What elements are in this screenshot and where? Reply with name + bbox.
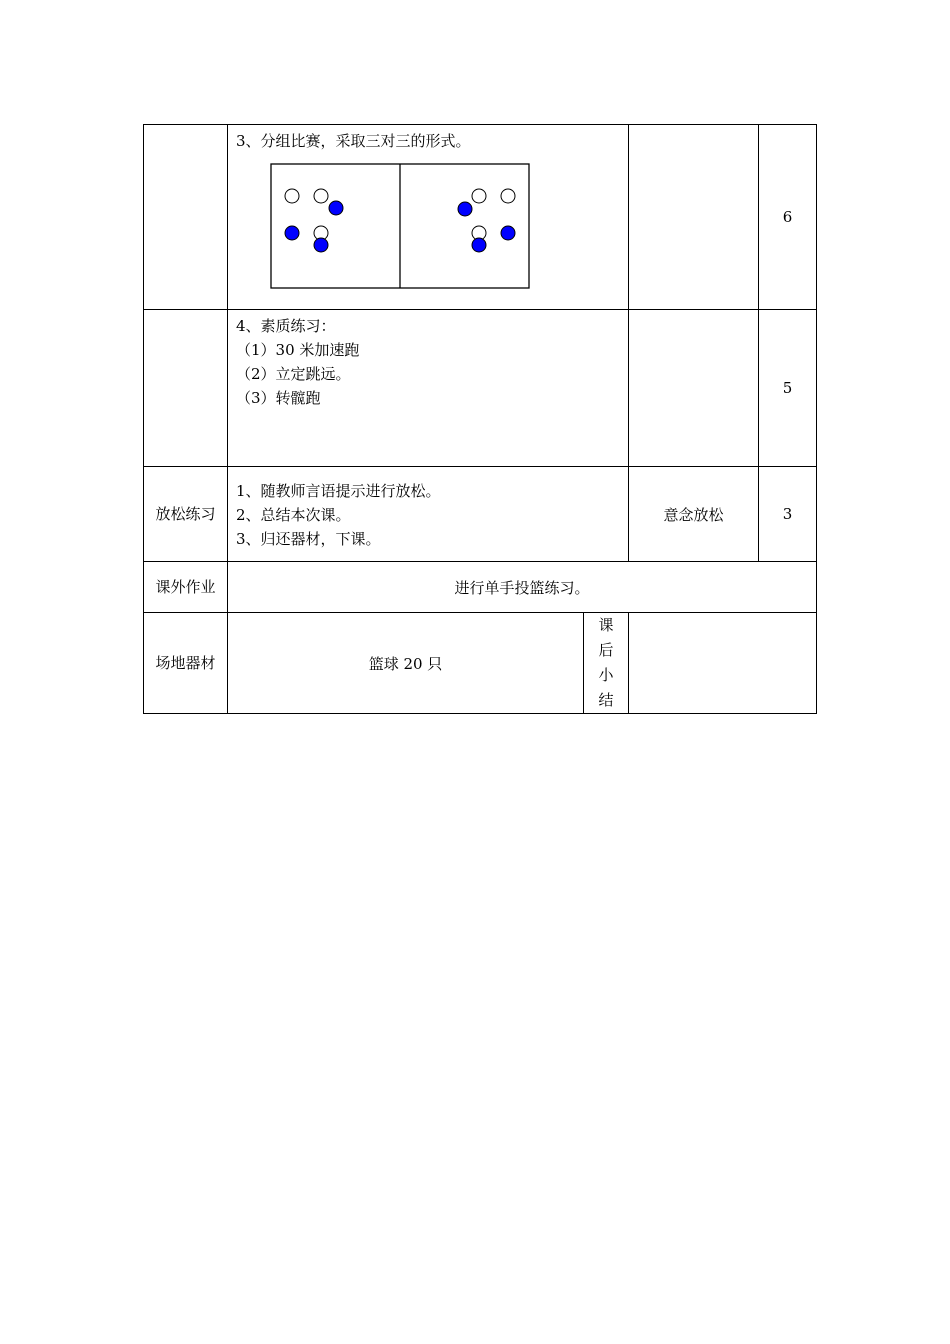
relax-time: 3: [759, 467, 817, 562]
fitness-time: 5: [759, 310, 817, 467]
homework-section-label: 课外作业: [144, 562, 228, 613]
fitness-method: [629, 310, 759, 467]
player-marker-blue: [458, 202, 472, 216]
relax-section-label: 放松练习: [144, 467, 228, 562]
venue-row: [144, 613, 817, 714]
summary-content: [629, 613, 817, 714]
venue-text: 篮球 20 只: [228, 613, 584, 714]
player-marker-white: [285, 189, 299, 203]
summary-label: 课后小结: [584, 613, 629, 714]
relax-content-cell: [228, 467, 629, 562]
player-marker-blue: [329, 201, 343, 215]
relax-row: [144, 467, 817, 562]
venue-section-label: 场地器材: [144, 613, 228, 714]
lesson-plan-table: [143, 124, 817, 714]
player-marker-blue: [285, 226, 299, 240]
fitness-line-4: （3）转髋跑: [236, 389, 321, 407]
player-marker-blue: [314, 238, 328, 252]
match-section-label: [144, 125, 228, 310]
court-diagram: [270, 163, 532, 291]
match-content-cell: [228, 125, 629, 310]
player-marker-white: [501, 189, 515, 203]
match-time: 6: [759, 125, 817, 310]
fitness-row: [144, 310, 817, 467]
player-marker-white: [314, 189, 328, 203]
homework-text: 进行单手投篮练习。: [228, 562, 817, 613]
match-method: [629, 125, 759, 310]
homework-row: [144, 562, 817, 613]
relax-line-2: 2、总结本次课。: [236, 506, 351, 524]
player-marker-blue: [501, 226, 515, 240]
relax-method: 意念放松: [629, 467, 759, 562]
match-text: 3、分组比赛，采取三对三的形式。: [236, 132, 471, 150]
relax-line-3: 3、归还器材，下课。: [236, 530, 381, 548]
fitness-line-2: （1）30 米加速跑: [236, 341, 360, 359]
player-marker-white: [472, 189, 486, 203]
fitness-line-3: （2）立定跳远。: [236, 365, 351, 383]
match-row: [144, 125, 817, 310]
fitness-content-cell: [228, 310, 629, 467]
fitness-section-label: [144, 310, 228, 467]
player-marker-blue: [472, 238, 486, 252]
fitness-line-1: 4、素质练习：: [236, 317, 336, 335]
relax-line-1: 1、随教师言语提示进行放松。: [236, 482, 441, 500]
